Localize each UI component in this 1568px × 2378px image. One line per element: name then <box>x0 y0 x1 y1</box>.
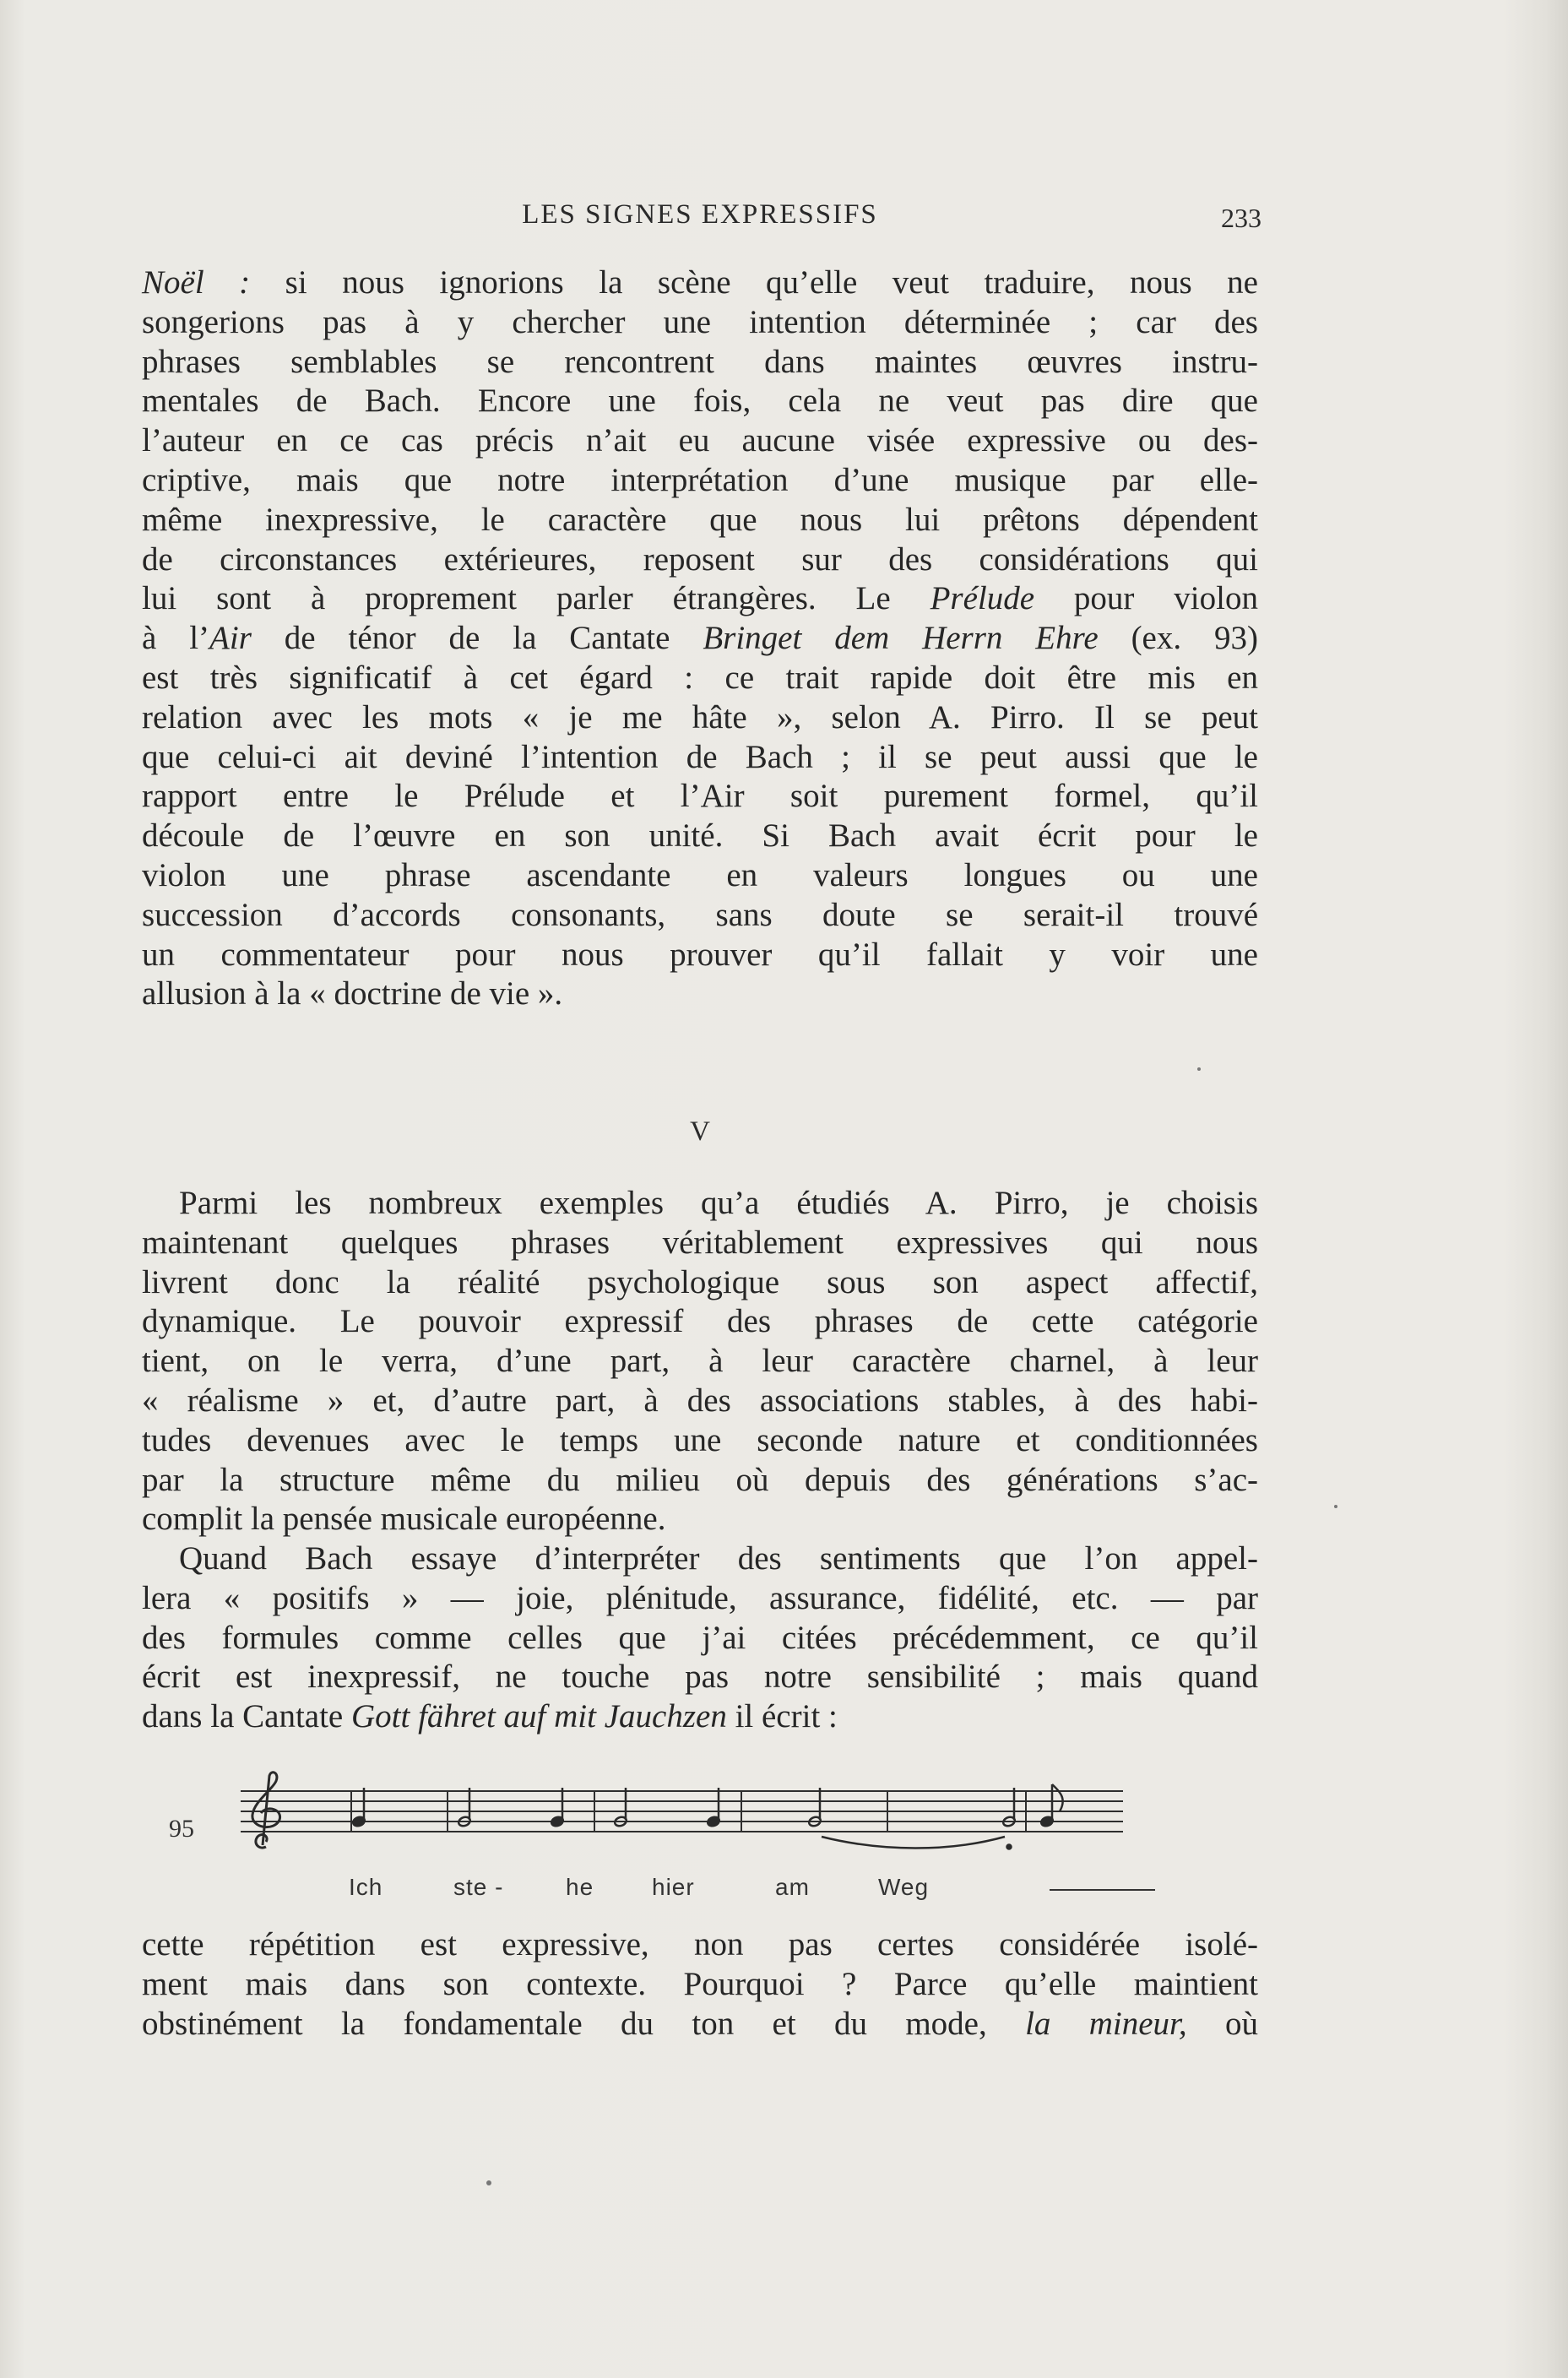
text-run: un commentateur pour nous prouver qu’il fallait y voir une <box>142 936 1258 973</box>
text-run: même inexpressive, le caractère que nous lui prêtons dépendent <box>142 501 1258 538</box>
tie <box>822 1837 1005 1849</box>
lyric-syllable: Weg <box>878 1874 930 1900</box>
text-run: où <box>1186 2005 1259 2042</box>
text-line <box>142 1925 1258 1965</box>
text-line <box>142 1965 1258 2005</box>
paragraph-2 <box>142 1184 1258 1539</box>
text-line <box>142 1382 1258 1421</box>
text-line <box>142 461 1258 501</box>
text-line <box>142 343 1258 383</box>
text-run: pour violon <box>1034 580 1258 617</box>
text-run: « réalisme » et, d’autre part, à des associations stables, à des habi- <box>142 1382 1258 1419</box>
text-line <box>142 1184 1258 1224</box>
text-line <box>142 1224 1258 1263</box>
music-staff <box>241 1769 1127 1870</box>
text-line <box>142 1579 1258 1619</box>
text-line <box>142 1302 1258 1342</box>
text-run: songerions pas à y chercher une intention déterminée ; car des <box>142 303 1258 340</box>
text-run: à l’ <box>142 620 210 657</box>
text-run: dans la Cantate <box>142 1698 351 1735</box>
text-run: écrit est inexpressif, ne touche pas notre sensibilité ; mais quand <box>142 1659 1258 1696</box>
paper-speck <box>1197 1067 1201 1071</box>
text-run: obstinément la fondamentale du ton et du mode, <box>142 2005 1026 2042</box>
lyric-syllable: he <box>566 1874 594 1900</box>
text-run: tient, on le verra, d’une part, à leur caractère charnel, à leur <box>142 1343 1258 1380</box>
lyric-syllable: hier <box>652 1874 695 1900</box>
text-line <box>142 1619 1258 1659</box>
text-run-italic: Prélude <box>930 580 1035 617</box>
lyric-syllable: Ich <box>349 1874 383 1900</box>
text-line <box>142 1500 1258 1539</box>
text-line <box>142 1539 1258 1579</box>
text-line <box>142 698 1258 738</box>
text-run: dynamique. Le pouvoir expressif des phrases de cette catégorie <box>142 1303 1258 1340</box>
text-run: lera « positifs » — joie, plénitude, assurance, fidélité, etc. — par <box>142 1579 1258 1616</box>
text-run: l’auteur en ce cas précis n’ait eu aucune visée expressive ou des- <box>142 422 1258 459</box>
paper-speck <box>486 2180 491 2185</box>
example-number: 95 <box>169 1815 194 1843</box>
running-head-title: LES SIGNES EXPRESSIFS <box>522 199 878 230</box>
section-number: V <box>690 1116 710 1147</box>
text-line <box>142 856 1258 896</box>
text-run: rapport entre le Prélude et l’Air soit purement formel, qu’il <box>142 778 1258 815</box>
text-run: ment mais dans son contexte. Pourquoi ? Parce qu’elle maintient <box>142 1965 1258 2002</box>
text-run: de circonstances extérieures, reposent sur des considérations qui <box>142 540 1258 578</box>
text-line <box>142 1263 1258 1303</box>
paragraph-1 <box>142 263 1258 1014</box>
text-run: si nous ignorions la scène qu’elle veut traduire, nous ne <box>250 264 1258 301</box>
text-line <box>142 2005 1258 2044</box>
text-run: Parmi les nombreux exemples qu’a étudiés A. Pirro, je choisis <box>179 1185 1258 1221</box>
text-run: criptive, mais que notre interprétation d’une musique par elle- <box>142 461 1258 498</box>
paragraph-4 <box>142 1925 1258 2044</box>
text-line <box>142 1697 1258 1737</box>
text-line <box>142 777 1258 817</box>
text-run: (ex. 93) <box>1098 620 1259 657</box>
text-run: complit la pensée musicale européenne. <box>142 1501 666 1538</box>
text-run: relation avec les mots « je me hâte », selon A. Pirro. Il se peut <box>142 698 1258 736</box>
text-line <box>142 1658 1258 1697</box>
text-line <box>142 738 1258 778</box>
text-line <box>142 382 1258 421</box>
text-run: violon une phrase ascendante en valeurs longues ou une <box>142 856 1258 893</box>
text-line <box>142 896 1258 936</box>
text-run-italic: Bringet dem Herrn Ehre <box>703 620 1099 657</box>
text-line <box>142 501 1258 540</box>
treble-clef-icon <box>252 1773 280 1848</box>
text-line <box>142 1342 1258 1382</box>
text-line <box>142 421 1258 461</box>
text-line <box>142 975 1258 1014</box>
page-number: 233 <box>1221 203 1261 233</box>
text-line <box>142 936 1258 975</box>
text-run: par la structure même du milieu où depuis des générations s’ac- <box>142 1461 1258 1498</box>
text-run: phrases semblables se rencontrent dans maintes œuvres instru- <box>142 343 1258 380</box>
text-line <box>142 263 1258 303</box>
text-line <box>142 659 1258 698</box>
text-run: cette répétition est expressive, non pas certes considérée isolé- <box>142 1926 1258 1963</box>
text-run-italic: Gott fähret auf mit Jauchzen <box>351 1698 727 1735</box>
text-run: Quand Bach essaye d’interpréter des sentiments que l’on appel- <box>179 1540 1258 1577</box>
text-run: tudes devenues avec le temps une seconde nature et conditionnées <box>142 1421 1258 1458</box>
lyric-syllable: ste - <box>453 1874 504 1900</box>
text-run: lui sont à proprement parler étrangères. Le <box>142 580 930 617</box>
text-run-italic: Air <box>209 620 252 657</box>
lyric-syllable: am <box>775 1874 810 1900</box>
text-run: il écrit : <box>726 1698 838 1735</box>
text-line <box>142 1421 1258 1461</box>
paper-speck <box>1334 1505 1337 1508</box>
text-run: des formules comme celles que j’ai citées précédemment, ce qu’il <box>142 1619 1258 1656</box>
text-line <box>142 540 1258 580</box>
text-run: livrent donc la réalité psychologique sous son aspect affectif, <box>142 1263 1258 1300</box>
paragraph-3 <box>142 1539 1258 1737</box>
staccato-dot <box>1007 1845 1012 1849</box>
running-head <box>142 196 1261 238</box>
text-run-italic: la mineur, <box>1025 2005 1187 2042</box>
text-line <box>142 619 1258 659</box>
text-run: que celui-ci ait deviné l’intention de Bach ; il se peut aussi que le <box>142 738 1258 775</box>
text-run: mentales de Bach. Encore une fois, cela ne veut pas dire que <box>142 383 1258 420</box>
text-line <box>142 579 1258 619</box>
note-flag <box>1052 1784 1063 1811</box>
text-line <box>142 303 1258 343</box>
text-run: maintenant quelques phrases véritablement expressives qui nous <box>142 1224 1258 1261</box>
text-run: de ténor de la Cantate <box>251 620 703 657</box>
text-run: succession d’accords consonants, sans doute se serait-il trouvé <box>142 896 1258 933</box>
text-line <box>142 817 1258 856</box>
text-run: découle de l’œuvre en son unité. Si Bach avait écrit pour le <box>142 817 1258 855</box>
text-run: allusion à la « doctrine de vie ». <box>142 975 563 1013</box>
music-example <box>160 1769 1140 1913</box>
text-run-italic: Noël : <box>142 264 251 301</box>
lyric-extender-line <box>1050 1889 1155 1891</box>
text-run: est très significatif à cet égard : ce trait rapide doit être mis en <box>142 659 1258 696</box>
text-line <box>142 1461 1258 1501</box>
